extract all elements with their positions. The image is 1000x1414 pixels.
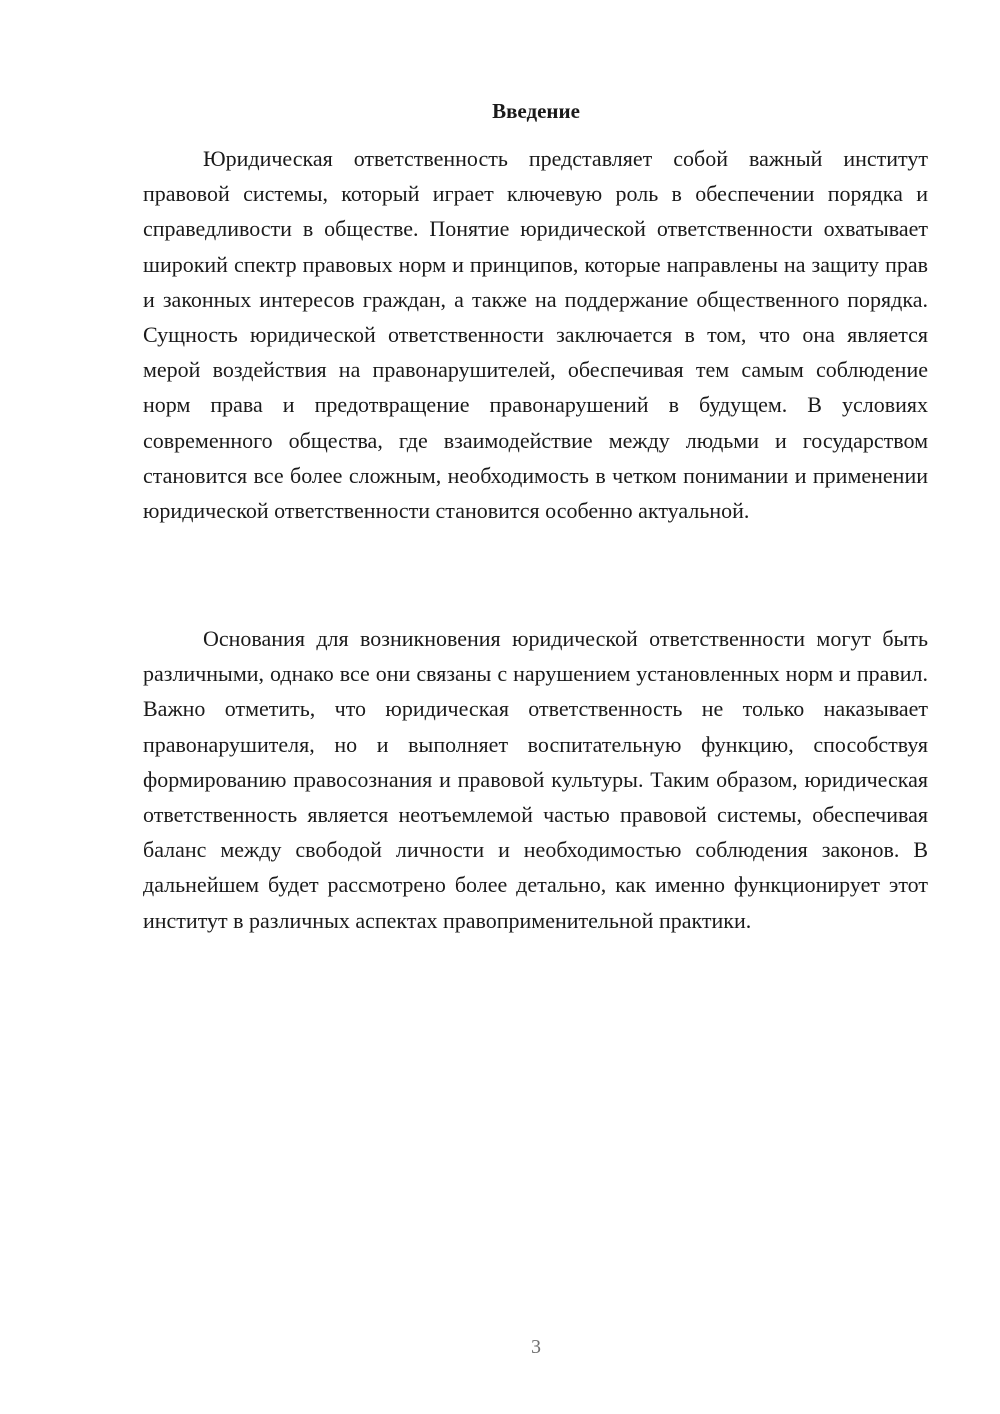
paragraph-grounds: Основания для возникновения юридической ответственности могут быть различными, однако все они связаны с нарушением установленных норм и правил. Важно отметить, что юридическая ответственность не только наказывает правонарушителя, но и выполняет воспитательную функцию, способствуя формированию правосознания и правовой культуры. Таким образом, юридическая ответственность является неотъемлемой частью правовой системы, обеспечивая баланс между свободой личности и необходимостью соблюдения законов. В дальнейшем будет рассмотрено более детально, как именно функционирует этот институт в различных аспектах правоприменительной практики. <box>143 626 928 933</box>
section-heading: Введение <box>492 99 580 123</box>
paragraph-introduction: Юридическая ответственность представляет собой важный институт правовой системы, который играет ключевую роль в обеспечении порядка и справедливости в обществе. Понятие юридической ответственности охватывает широкий спектр правовых норм и принципов, которые направлены на защиту прав и законных интересов граждан, а также на поддержание общественного порядка. Сущность юридической ответственности заключается в том, что она является мерой воздействия на правонарушителей, обеспечивая тем самым соблюдение норм права и предотвращение правонарушений в будущем. В условиях современного общества, где взаимодействие между людьми и государством становится все более сложным, необходимость в четком понимании и применении юридической ответственности становится особенно актуальной. <box>143 146 928 524</box>
page-number: 3 <box>531 1336 541 1358</box>
